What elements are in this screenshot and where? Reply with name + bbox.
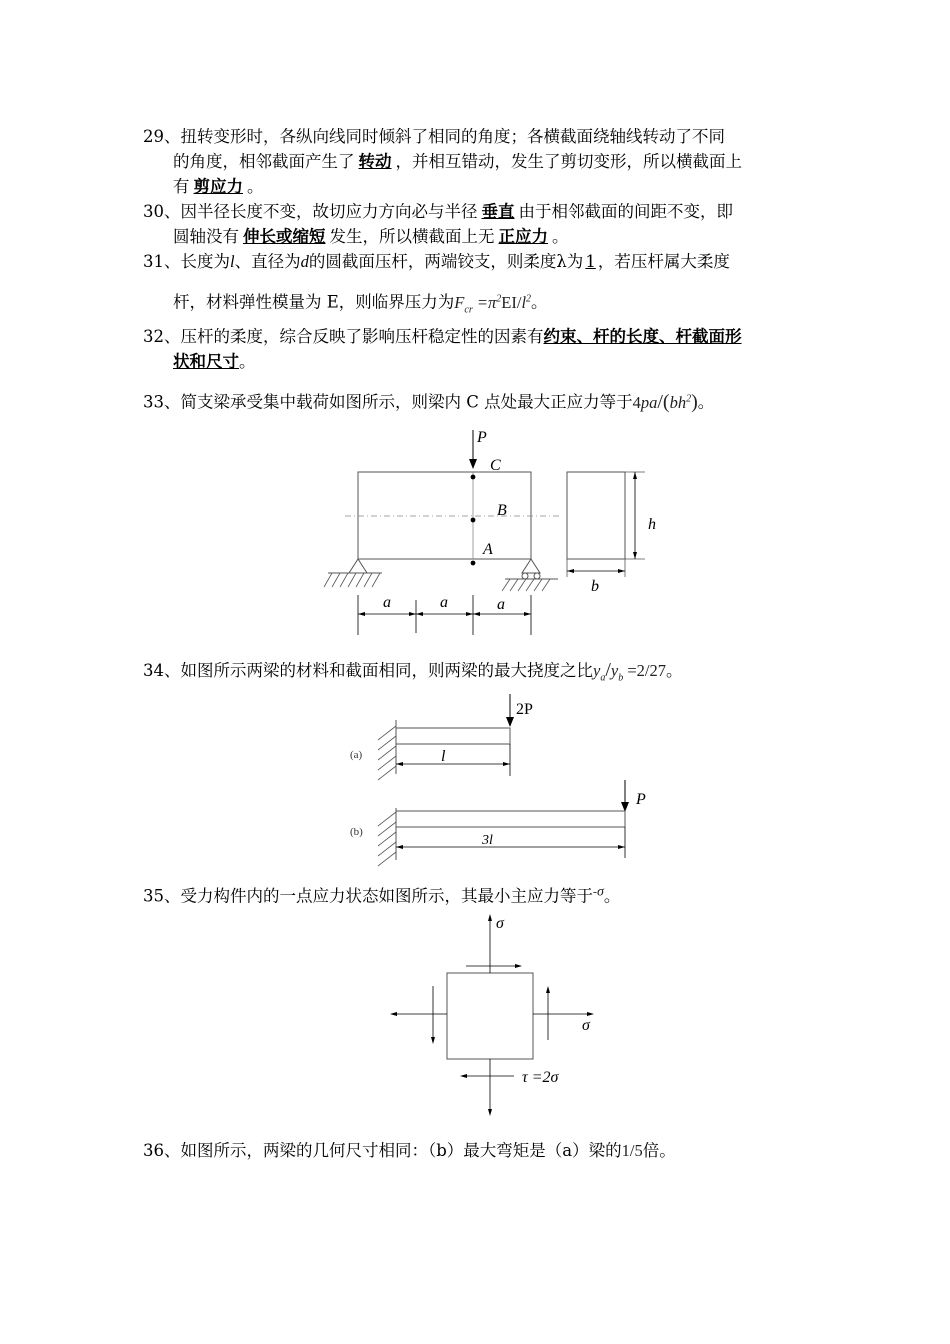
f-sub-b: b (618, 672, 624, 684)
question-31 (143, 249, 813, 322)
b-arrow-left (567, 569, 574, 573)
f-mid: =π (472, 292, 497, 312)
sigma-right-head (587, 1012, 594, 1016)
question-30 (143, 199, 813, 249)
q35-formula (593, 884, 604, 906)
f-l: l (521, 292, 527, 312)
q29-text: 的角度，相邻截面产生了 (173, 152, 355, 171)
q34-cantilever-figure (340, 690, 670, 870)
q33-number: 33、 (143, 392, 181, 412)
q31-formula (454, 292, 532, 315)
beam-b-label: (b) (350, 826, 363, 838)
f-ya: y (593, 661, 601, 680)
q30-text: 发生，所以横截面上无 (329, 227, 495, 246)
q31-text: ，若压杆属大柔度 (597, 252, 730, 271)
roller-wheel (534, 573, 540, 579)
q30-answer-1: 垂直 (481, 202, 515, 221)
q34-line-1 (143, 658, 813, 690)
q31-number: 31、 (143, 252, 181, 271)
ground-hatch-right (502, 579, 550, 591)
wall-hatch-b (378, 812, 396, 866)
sigma-left-head (390, 1012, 397, 1016)
f-sup: 2 (526, 293, 532, 304)
question-29 (143, 124, 813, 199)
f-slash: / (605, 659, 611, 681)
q34-number: 34、 (143, 661, 181, 680)
q30-line-2 (143, 224, 813, 249)
dim-label-a2: a (440, 594, 448, 611)
q32-number: 32、 (143, 327, 181, 346)
f-eq: =2/27 (623, 661, 666, 680)
f-slash: / (516, 292, 522, 312)
f-F: F (454, 292, 465, 312)
q29-line-2 (143, 149, 813, 174)
q31-text: 的圆截面压杆，两端铰支，则柔度λ为 (308, 252, 584, 271)
f-EI: EI (501, 292, 517, 312)
len-a-arrow-r (503, 762, 510, 766)
q30-text: 。 (552, 227, 569, 246)
q29-answer-1: 转动 (358, 152, 392, 171)
len-a-arrow-l (396, 762, 403, 766)
f-sub-a: a (600, 672, 606, 684)
q34-text: 如图所示两梁的材料和截面相同，则两梁的最大挠度之比 (180, 661, 593, 680)
q35-number: 35、 (143, 886, 181, 906)
q30-line-1 (143, 199, 813, 224)
question-33 (143, 386, 813, 415)
q35-line-1 (143, 879, 813, 909)
sigma-bottom-head (488, 1109, 492, 1116)
q35-stress-element-figure (380, 910, 610, 1120)
q36-number: 36、 (143, 1141, 181, 1160)
q32-line-2 (143, 349, 813, 374)
f-cr: cr (464, 303, 473, 315)
b-arrow-right (618, 569, 625, 573)
question-32 (143, 324, 813, 374)
q29-text: 扭转变形时，各纵向线同时倾斜了相同的角度；各横截面绕轴线转动了不同 (180, 127, 725, 146)
q30-answer-2: 伸长或缩短 (243, 227, 326, 246)
q34-formula (593, 659, 666, 684)
question-35 (143, 879, 813, 909)
q36-text: 倍。 (642, 1141, 676, 1160)
q32-answer-2: 状和尺寸 (173, 352, 239, 371)
q31-text: 长度为 (180, 252, 230, 271)
cross-section (567, 472, 625, 559)
q30-text: 因半径长度不变，故切应力方向必与半径 (180, 202, 478, 221)
question-36 (143, 1138, 813, 1163)
f-pa: pa (640, 392, 658, 412)
sigma-top-label: σ (496, 915, 504, 932)
tau-left-head (431, 1037, 435, 1044)
wall-hatch-a (378, 726, 396, 780)
beam-a (396, 728, 510, 744)
q30-answer-3: 正应力 (498, 227, 548, 246)
f-sigma: σ (597, 884, 604, 899)
question-34 (143, 658, 813, 690)
dim-label-h: h (648, 516, 656, 533)
load-2P-arrow (506, 717, 514, 727)
q36-fraction: 1/5 (621, 1141, 643, 1160)
dim-label-b: b (591, 578, 599, 595)
h-arrow-bottom (633, 552, 637, 559)
dim-label-a1: a (383, 594, 391, 611)
q35-text: 受力构件内的一点应力状态如图所示，其最小主应力等于 (180, 886, 593, 906)
beam-b (396, 811, 625, 827)
q32-answer-1: 约束、杆的长度、杆截面形 (543, 327, 742, 346)
point-A (471, 561, 476, 566)
roller-support-right (522, 559, 540, 573)
q31-text: 、直径为 (234, 252, 301, 271)
h-arrow-top (633, 472, 637, 479)
len-b-arrow-l (396, 845, 403, 849)
q36-text: 如图所示，两梁的几何尺寸相同：（b）最大弯矩是（a）梁的 (180, 1141, 622, 1160)
q31-var-l: l (230, 252, 235, 271)
q29-number: 29、 (143, 127, 181, 146)
q31-text: 杆，材料弹性模量为 E，则临界压力为 (173, 292, 455, 312)
label-C: C (490, 457, 501, 474)
q31-answer-1: 1 (585, 252, 596, 271)
f-close: ) (691, 390, 698, 413)
f-4: 4 (632, 392, 641, 412)
tau-top-head (515, 964, 522, 968)
q33-formula (632, 390, 698, 413)
ground-hatch-left (324, 573, 380, 587)
q32-line-1 (143, 324, 813, 349)
q35-text: 。 (603, 886, 621, 906)
f-bh: bh (669, 392, 687, 412)
point-B (471, 518, 476, 523)
sigma-top-head (488, 914, 492, 921)
len-a-label: l (441, 748, 446, 765)
dim-label-a3: a (497, 596, 505, 613)
load-label-P: P (477, 429, 487, 446)
q29-answer-2: 剪应力 (193, 177, 243, 196)
q33-text: 。 (697, 392, 715, 412)
tau-right-head (546, 986, 550, 993)
load-arrowhead (469, 459, 477, 469)
f-sup: 2 (686, 393, 692, 404)
q29-text: ，并相互错动，发生了剪切变形，所以横截面上 (395, 152, 742, 171)
f-open: /( (657, 390, 670, 413)
f-sup: 2 (496, 293, 502, 304)
q32-text: 。 (239, 352, 256, 371)
q32-text: 压杆的柔度，综合反映了影响压杆稳定性的因素有 (180, 327, 544, 346)
q31-line-1 (143, 249, 813, 274)
q29-line-1 (143, 124, 813, 149)
q30-text: 由于相邻截面的间距不变，即 (518, 202, 733, 221)
len-b-label: 3l (482, 833, 493, 848)
sigma-right-label: σ (582, 1017, 590, 1034)
q31-var-d: d (300, 252, 309, 271)
q34-text: 。 (665, 661, 683, 680)
f-minus: - (593, 884, 597, 898)
len-b-arrow-r (618, 845, 625, 849)
stress-element (447, 973, 533, 1059)
label-B: B (497, 502, 507, 519)
point-C (471, 475, 476, 480)
roller-wheel (522, 573, 528, 579)
beam-a-label: (a) (350, 749, 363, 761)
q31-text: 。 (531, 292, 548, 312)
q30-text: 圆轴没有 (173, 227, 239, 246)
q33-beam-figure (320, 425, 670, 640)
f-yb: y (610, 661, 619, 680)
tau-bottom-head (460, 1074, 467, 1078)
q33-text: 简支梁承受集中载荷如图所示，则梁内 C 点处最大正应力等于 (180, 392, 633, 412)
tau-label: τ =2σ (522, 1069, 559, 1086)
q36-line-1 (143, 1138, 813, 1163)
q29-text: 。 (247, 177, 264, 196)
q31-line-2 (143, 286, 813, 322)
q29-line-3 (143, 174, 813, 199)
load-2P-label: 2P (516, 701, 533, 718)
label-A: A (483, 541, 493, 558)
q33-line-1 (143, 386, 813, 415)
load-P-label: P (636, 791, 646, 808)
q30-number: 30、 (143, 202, 181, 221)
pin-support-left (349, 559, 367, 573)
q29-text: 有 (173, 177, 190, 196)
